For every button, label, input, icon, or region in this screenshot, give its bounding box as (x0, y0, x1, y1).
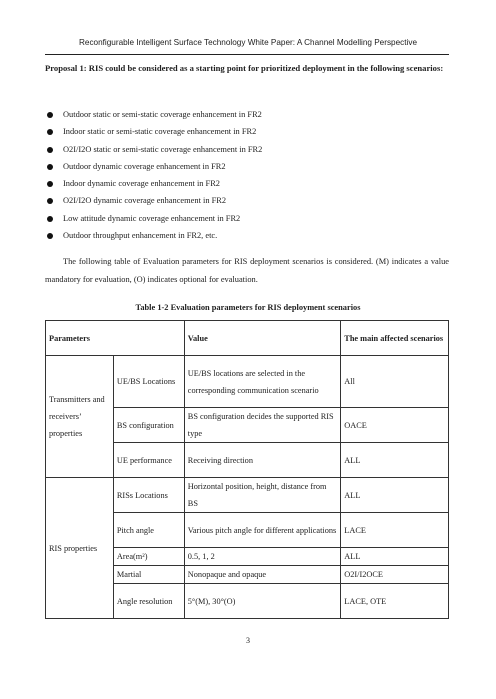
table-header-row (46, 321, 449, 356)
value-cell: Receiving direction (184, 443, 341, 478)
param-cell: RISs Locations (113, 478, 184, 513)
list-item (45, 123, 449, 140)
param-cell: Area(m²) (113, 548, 184, 566)
proposal-text: Proposal 1: RIS could be considered as a starting point for prioritized deployment in the following scenarios: (45, 63, 444, 73)
bullet-icon (47, 112, 53, 118)
param-cell: Martial (113, 566, 184, 584)
list-item (45, 227, 449, 244)
bullet-icon (47, 198, 53, 204)
list-item-text: Indoor dynamic coverage enhancement in FR2 (63, 179, 220, 189)
list-item-text: Outdoor dynamic coverage enhancement in FR2 (63, 161, 226, 171)
bullet-icon (47, 147, 53, 153)
header-value: Value (184, 321, 341, 356)
scenario-cell: All (341, 356, 449, 408)
group-transmitters: Transmitters and receivers’ properties (46, 356, 114, 478)
value-cell: 0.5, 1, 2 (184, 548, 341, 566)
list-item (45, 192, 449, 209)
scenario-cell: ALL (341, 478, 449, 513)
bullet-icon (47, 129, 53, 135)
param-cell: BS configuration (113, 408, 184, 443)
list-item-text: Low attitude dynamic coverage enhancement in FR2 (63, 213, 241, 223)
list-item (45, 106, 449, 123)
scenario-cell: LACE (341, 513, 449, 548)
scenario-list (45, 106, 449, 244)
value-cell: Various pitch angle for different applications (184, 513, 341, 548)
list-item-text: Indoor static or semi-static coverage enhancement in FR2 (63, 127, 257, 137)
bullet-icon (47, 233, 53, 239)
value-cell: Horizontal position, height, distance from BS (184, 478, 341, 513)
group-ris: RIS properties (46, 478, 114, 619)
scenario-cell: LACE, OTE (341, 584, 449, 619)
page-number: 3 (246, 636, 250, 645)
list-item (45, 175, 449, 192)
bullet-icon (47, 216, 53, 222)
scenario-cell: ALL (341, 548, 449, 566)
bullet-icon (47, 164, 53, 170)
table-row (46, 478, 449, 513)
list-item-text: Outdoor throughput enhancement in FR2, etc. (63, 231, 218, 241)
param-cell: Pitch angle (113, 513, 184, 548)
param-cell: Angle resolution (113, 584, 184, 619)
list-item (45, 141, 449, 158)
header-scenarios: The main affected scenarios (341, 321, 449, 356)
header-parameters: Parameters (46, 321, 185, 356)
list-item (45, 158, 449, 175)
bullet-icon (47, 181, 53, 187)
table-caption: Table 1-2 Evaluation parameters for RIS deployment scenarios (135, 303, 361, 312)
table-row (46, 356, 449, 408)
list-item-text: O2I/I2O dynamic coverage enhancement in FR2 (63, 196, 227, 206)
param-cell: UE performance (113, 443, 184, 478)
running-header: Reconfigurable Intelligent Surface Technology White Paper: A Channel Modelling Perspective (78, 38, 417, 47)
header-rule (45, 54, 449, 55)
list-item-text: O2I/I2O static or semi-static coverage enhancement in FR2 (63, 144, 263, 154)
scenario-cell: O2I/I2OCE (341, 566, 449, 584)
body-paragraph: The following table of Evaluation parameters for RIS deployment scenarios is considered. (M) indicates a value mandatory for evaluation, (O) indicates optional for evaluation. (45, 257, 449, 284)
scenario-cell: ALL (341, 443, 449, 478)
scenario-cell: OACE (341, 408, 449, 443)
value-cell: Nonopaque and opaque (184, 566, 341, 584)
list-item (45, 210, 449, 227)
list-item-text: Outdoor static or semi-static coverage enhancement in FR2 (63, 110, 262, 119)
param-cell: UE/BS Locations (113, 356, 184, 408)
value-cell: 5°(M), 30°(O) (184, 584, 341, 619)
value-cell: BS configuration decides the supported RIS type (184, 408, 341, 443)
value-cell: UE/BS locations are selected in the corresponding communication scenario (184, 356, 341, 408)
evaluation-parameters-table (45, 320, 449, 619)
